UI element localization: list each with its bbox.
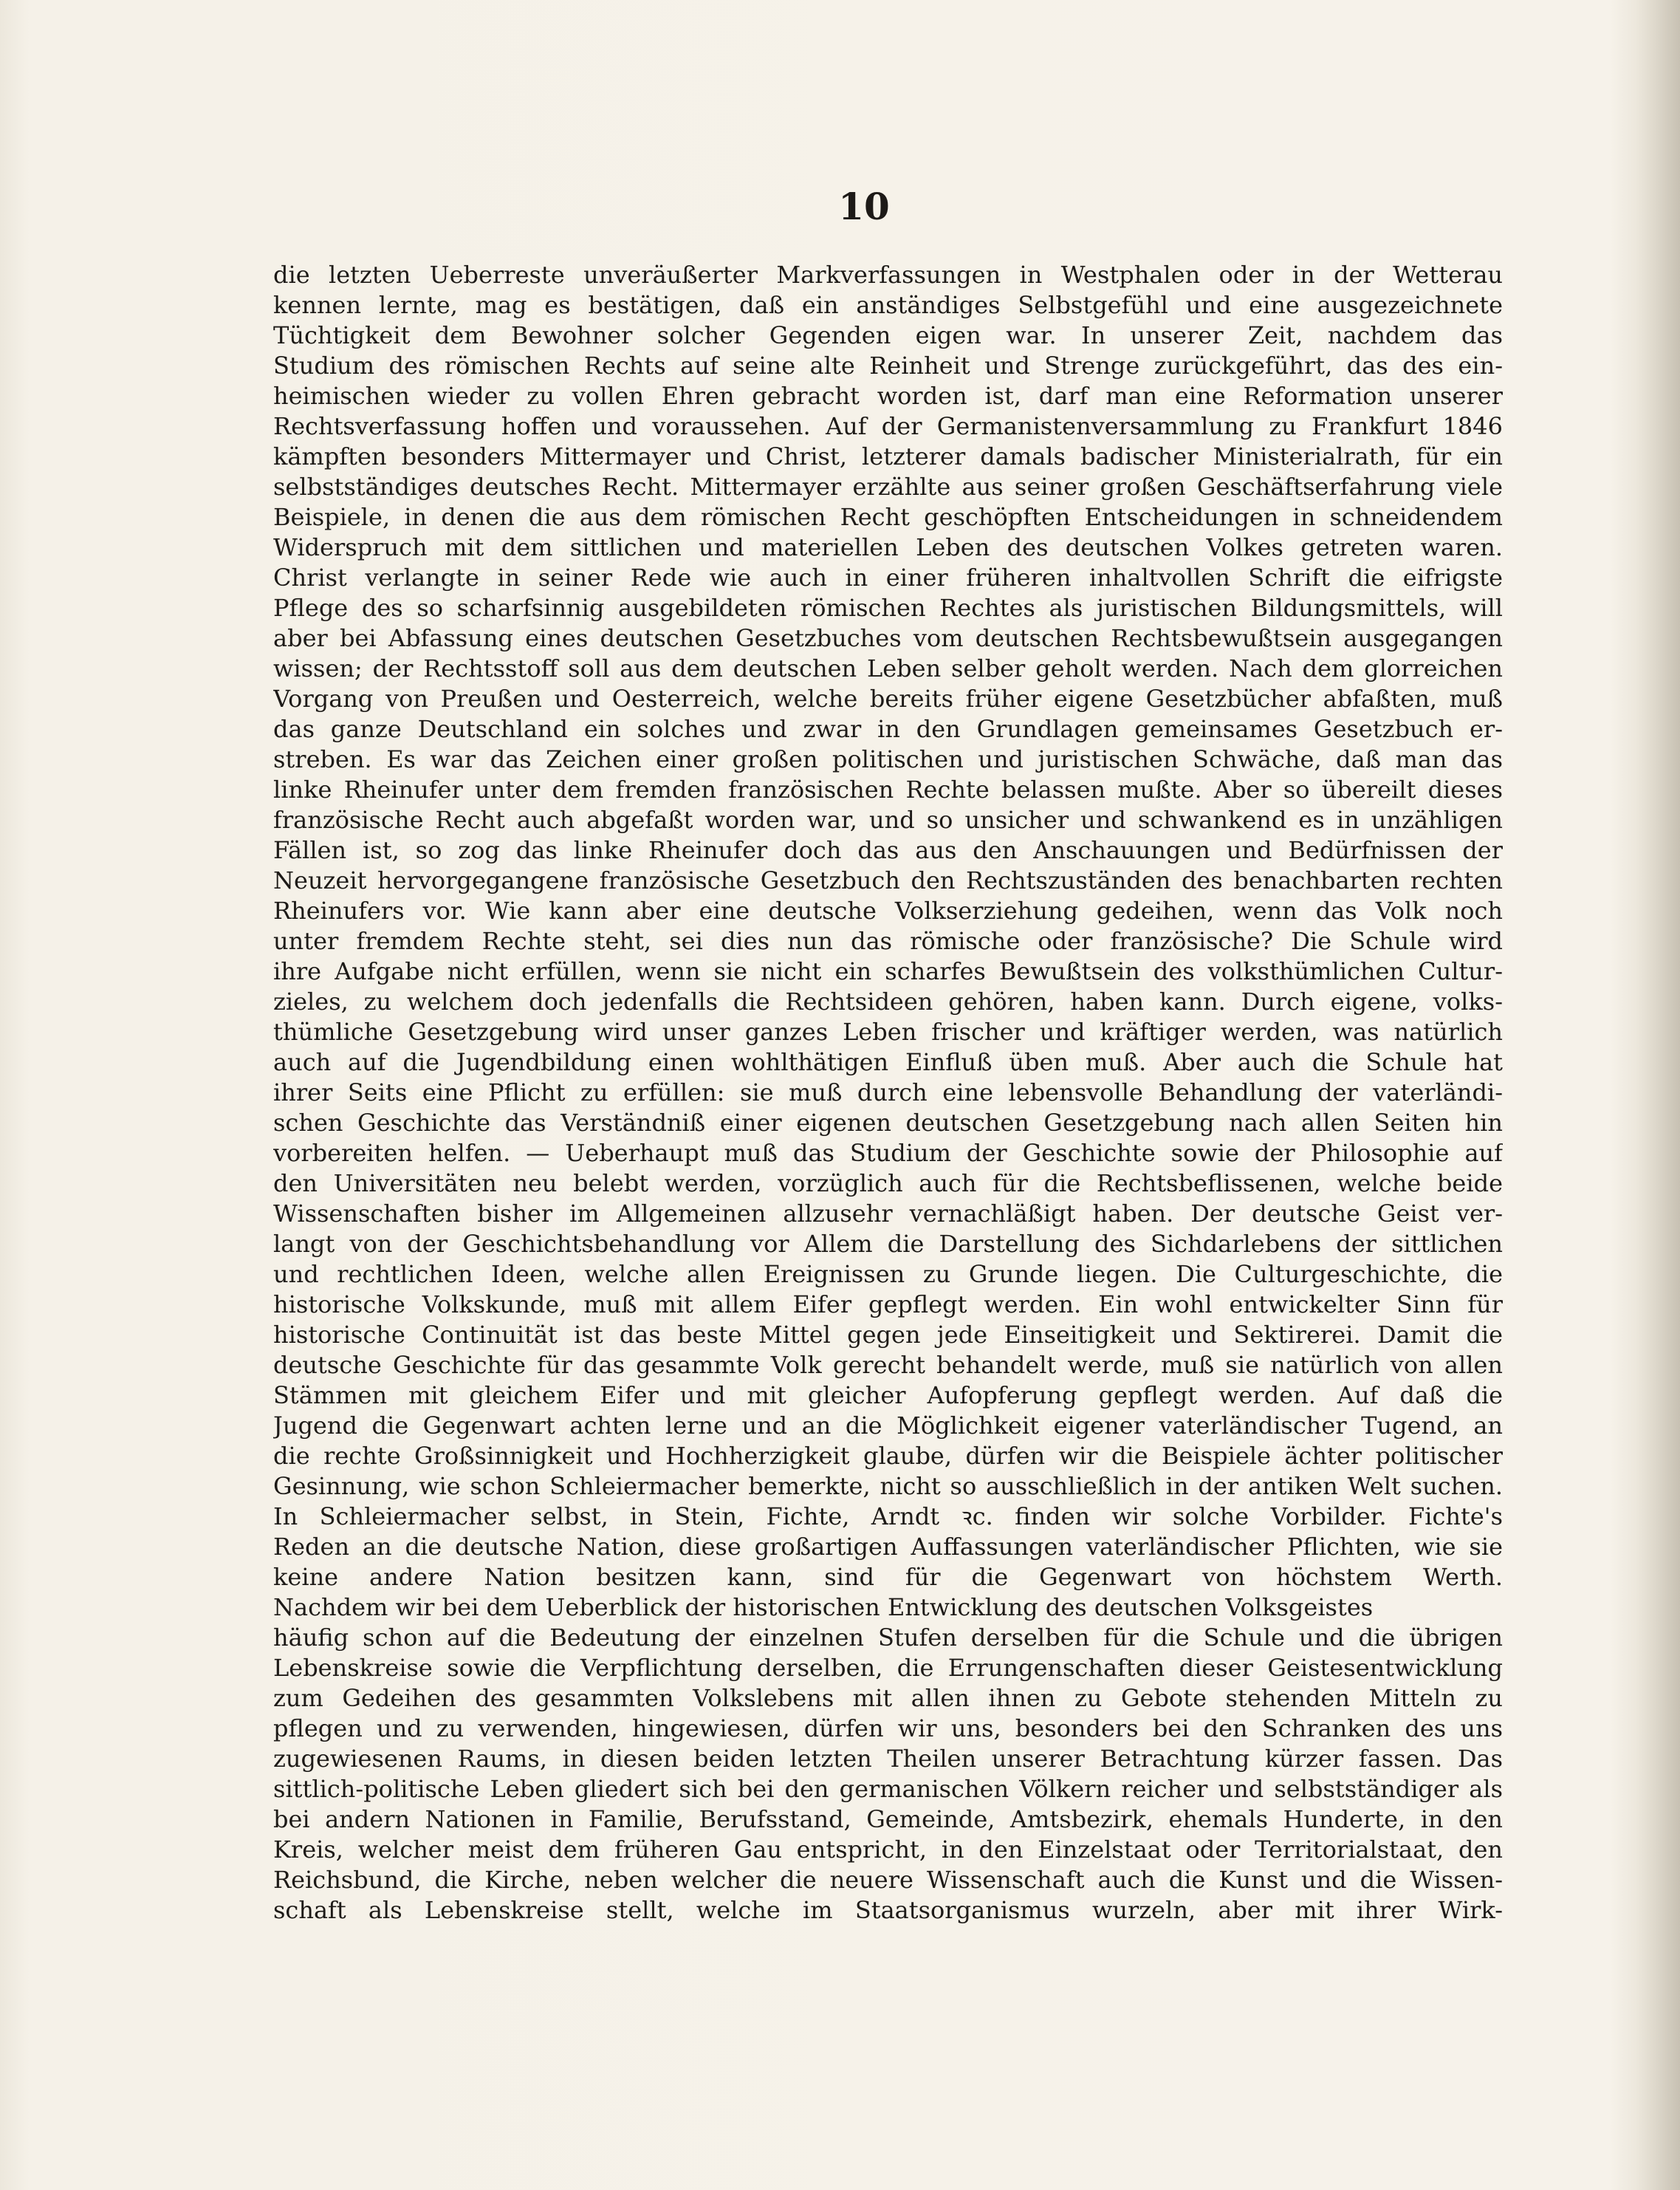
page-edge-shadow bbox=[1636, 0, 1680, 2190]
text-line: Pflege des so scharfsinnig ausgebildeten römischen Rechtes als juristischen Bildungsmittels, will bbox=[273, 594, 1503, 622]
text-line: ihre Aufgabe nicht erfüllen, wenn sie nicht ein scharfes Bewußtsein des volksthümlichen Cultur- bbox=[273, 957, 1503, 985]
text-line: Nachdem wir bei dem Ueberblick der historischen Entwicklung des deutschen Volksgeistes bbox=[273, 1593, 1374, 1621]
text-line: deutsche Geschichte für das gesammte Volk gerecht behandelt werde, muß sie natürlich von allen bbox=[273, 1351, 1503, 1379]
text-line: selbstständiges deutsches Recht. Mittermayer erzählte aus seiner großen Geschäftserfahrung viele bbox=[273, 473, 1503, 501]
text-line: Rheinufers vor. Wie kann aber eine deutsche Volkserziehung gedeihen, wenn das Volk noch bbox=[273, 897, 1503, 925]
text-line: historische Volkskunde, muß mit allem Eifer gepflegt werden. Ein wohl entwickelter Sinn für bbox=[273, 1290, 1503, 1318]
text-line: häufig schon auf die Bedeutung der einzelnen Stufen derselben für die Schule und die übrigen bbox=[273, 1623, 1503, 1652]
text-line: Rechtsverfassung hoffen und voraussehen. Auf der Germanistenversammlung zu Frankfurt 1846 bbox=[273, 412, 1503, 440]
text-line: die rechte Großsinnigkeit und Hochherzigkeit glaube, dürfen wir die Beispiele ächter politischer bbox=[273, 1442, 1503, 1470]
text-line: Tüchtigkeit dem Bewohner solcher Gegenden eigen war. In unserer Zeit, nachdem das bbox=[273, 321, 1503, 349]
text-line: kämpften besonders Mittermayer und Christ, letzterer damals badischer Ministerialrath, für ein bbox=[273, 442, 1503, 470]
text-line: aber bei Abfassung eines deutschen Gesetzbuches vom deutschen Rechtsbewußtsein ausgegangen bbox=[273, 624, 1503, 652]
text-line: Stämmen mit gleichem Eifer und mit gleicher Aufopferung gepflegt werden. Auf daß die bbox=[273, 1381, 1503, 1409]
body-text bbox=[273, 260, 1503, 1926]
text-line: linke Rheinufer unter dem fremden französischen Rechte belassen mußte. Aber so übereilt dieses bbox=[273, 776, 1503, 804]
text-line: zugewiesenen Raums, in diesen beiden letzten Theilen unserer Betrachtung kürzer fassen. Das bbox=[273, 1745, 1503, 1773]
text-line: keine andere Nation besitzen kann, sind für die Gegenwart von höchstem Werth. bbox=[273, 1563, 1503, 1591]
text-line: schen Geschichte das Verständniß einer eigenen deutschen Gesetzgebung nach allen Seiten hin bbox=[273, 1109, 1503, 1137]
text-line: wissen; der Rechtsstoff soll aus dem deutschen Leben selber geholt werden. Nach dem glorreichen bbox=[273, 654, 1503, 682]
text-line: bei andern Nationen in Familie, Berufsstand, Gemeinde, Amtsbezirk, ehemals Hunderte, in den bbox=[273, 1805, 1503, 1833]
text-line: unter fremdem Rechte steht, sei dies nun das römische oder französische? Die Schule wird bbox=[273, 927, 1503, 955]
text-line: Kreis, welcher meist dem früheren Gau entspricht, in den Einzelstaat oder Territorialstaat, den bbox=[273, 1835, 1503, 1864]
text-line: thümliche Gesetzgebung wird unser ganzes Leben frischer und kräftiger werden, was natürlich bbox=[273, 1018, 1503, 1046]
text-line: Jugend die Gegenwart achten lerne und an die Möglichkeit eigener vaterländischer Tugend, an bbox=[273, 1411, 1503, 1440]
text-line: langt von der Geschichtsbehandlung vor Allem die Darstellung des Sichdarlebens der sittlichen bbox=[273, 1230, 1503, 1258]
text-line: und rechtlichen Ideen, welche allen Ereignissen zu Grunde liegen. Die Culturgeschichte, die bbox=[273, 1260, 1503, 1288]
text-line: ihrer Seits eine Pflicht zu erfüllen: sie muß durch eine lebensvolle Behandlung der vaterländi- bbox=[273, 1078, 1503, 1106]
text-line: Gesinnung, wie schon Schleiermacher bemerkte, nicht so ausschließlich in der antiken Welt suchen. bbox=[273, 1472, 1503, 1500]
text-line: pflegen und zu verwenden, hingewiesen, dürfen wir uns, besonders bei den Schranken des uns bbox=[273, 1714, 1503, 1742]
page-number: 10 bbox=[838, 185, 890, 228]
text-line: In Schleiermacher selbst, in Stein, Fichte, Arndt ꝛc. finden wir solche Vorbilder. Fichte's bbox=[273, 1502, 1503, 1530]
text-line: schaft als Lebenskreise stellt, welche im Staatsorganismus wurzeln, aber mit ihrer Wirk- bbox=[273, 1896, 1503, 1924]
text-line: sittlich-politische Leben gliedert sich bei den germanischen Völkern reicher und selbstständiger als bbox=[273, 1775, 1503, 1803]
text-line: Beispiele, in denen die aus dem römischen Recht geschöpften Entscheidungen in schneidendem bbox=[273, 503, 1503, 531]
text-line: Widerspruch mit dem sittlichen und materiellen Leben des deutschen Volkes getreten waren. bbox=[273, 533, 1503, 561]
text-line: Reichsbund, die Kirche, neben welcher die neuere Wissenschaft auch die Kunst und die Wissen- bbox=[273, 1866, 1503, 1894]
text-line: Christ verlangte in seiner Rede wie auch in einer früheren inhaltvollen Schrift die eifrigste bbox=[273, 564, 1503, 592]
text-line: Lebenskreise sowie die Verpflichtung derselben, die Errungenschaften dieser Geistesentwicklung bbox=[273, 1654, 1503, 1682]
text-line: heimischen wieder zu vollen Ehren gebracht worden ist, darf man eine Reformation unserer bbox=[273, 382, 1503, 410]
text-line: streben. Es war das Zeichen einer großen politischen und juristischen Schwäche, daß man das bbox=[273, 745, 1503, 773]
text-line: vorbereiten helfen. — Ueberhaupt muß das Studium der Geschichte sowie der Philosophie auf bbox=[273, 1139, 1503, 1167]
text-line: Fällen ist, so zog das linke Rheinufer doch das aus den Anschauungen und Bedürfnissen der bbox=[273, 836, 1503, 864]
text-line: historische Continuität ist das beste Mittel gegen jede Einseitigkeit und Sektirerei. Damit die bbox=[273, 1321, 1503, 1349]
text-line: die letzten Ueberreste unveräußerter Markverfassungen in Westphalen oder in der Wetterau bbox=[273, 261, 1503, 289]
text-line: Reden an die deutsche Nation, diese großartigen Auffassungen vaterländischer Pflichten, wie sie bbox=[273, 1533, 1503, 1561]
text-line: kennen lernte, mag es bestätigen, daß ein anständiges Selbstgefühl und eine ausgezeichnete bbox=[273, 291, 1503, 319]
text-line: Vorgang von Preußen und Oesterreich, welche bereits früher eigene Gesetzbücher abfaßten, muß bbox=[273, 685, 1503, 713]
text-line: zum Gedeihen des gesammten Volkslebens mit allen ihnen zu Gebote stehenden Mitteln zu bbox=[273, 1684, 1503, 1712]
text-line: Studium des römischen Rechts auf seine alte Reinheit und Strenge zurückgeführt, das des ein- bbox=[273, 352, 1503, 380]
text-line: zieles, zu welchem doch jedenfalls die Rechtsideen gehören, haben kann. Durch eigene, volks- bbox=[273, 988, 1503, 1016]
text-line: Neuzeit hervorgegangene französische Gesetzbuch den Rechtszuständen des benachbarten rechten bbox=[273, 866, 1503, 894]
text-line: französische Recht auch abgefaßt worden war, und so unsicher und schwankend es in unzähligen bbox=[273, 806, 1503, 834]
text-line: den Universitäten neu belebt werden, vorzüglich auch für die Rechtsbeflissenen, welche beide bbox=[273, 1169, 1503, 1197]
text-line: Wissenschaften bisher im Allgemeinen allzusehr vernachläßigt haben. Der deutsche Geist ver- bbox=[273, 1200, 1503, 1228]
text-line: das ganze Deutschland ein solches und zwar in den Grundlagen gemeinsames Gesetzbuch er- bbox=[273, 715, 1503, 743]
text-line: auch auf die Jugendbildung einen wohlthätigen Einfluß üben muß. Aber auch die Schule hat bbox=[273, 1048, 1503, 1076]
